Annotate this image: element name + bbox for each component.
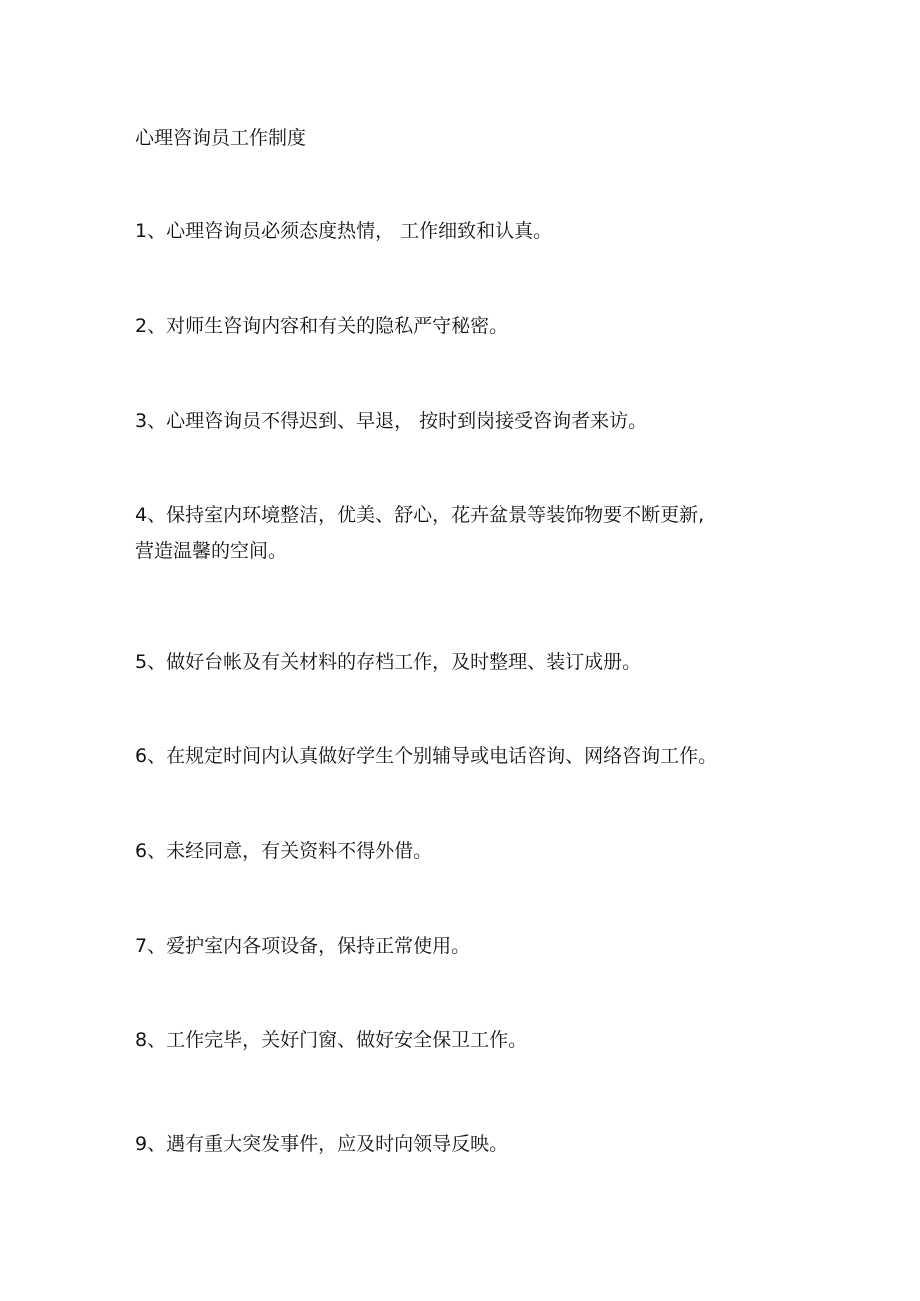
rule-line: 5、做好台帐及有关材料的存档工作，及时整理、装订成册。 [135, 651, 642, 673]
document-title: 心理咨询员工作制度 [135, 127, 307, 149]
rule-line: 8、工作完毕，关好门窗、做好安全保卫工作。 [135, 1029, 528, 1051]
rule-item-4 [135, 497, 795, 569]
rule-item-6b [135, 833, 795, 869]
rule-item-9 [135, 1126, 795, 1162]
rule-line: 营造温馨的空间。 [135, 540, 288, 562]
rule-line: 6、未经同意，有关资料不得外借。 [135, 840, 433, 862]
rule-item-1 [135, 213, 795, 249]
rule-line: 2、对师生咨询内容和有关的隐私严守秘密。 [135, 315, 509, 337]
rule-line: 3、心理咨询员不得迟到、早退， 按时到岗接受咨询者来访。 [135, 410, 648, 432]
rule-line: 7、爱护室内各项设备，保持正常使用。 [135, 935, 471, 957]
rule-item-7 [135, 928, 795, 964]
rule-item-5 [135, 644, 795, 680]
rule-item-8 [135, 1022, 795, 1058]
rule-line: 9、遇有重大突发事件，应及时向领导反映。 [135, 1133, 509, 1155]
rule-line: 1、心理咨询员必须态度热情， 工作细致和认真。 [135, 220, 553, 242]
rule-item-6 [135, 738, 795, 774]
rule-line: 4、保持室内环境整洁，优美、舒心，花卉盆景等装饰物要不断更新, [135, 504, 705, 526]
rule-item-2 [135, 308, 795, 344]
rule-line: 6、在规定时间内认真做好学生个别辅导或电话咨询、网络咨询工作。 [135, 745, 718, 767]
rule-item-3 [135, 403, 795, 439]
